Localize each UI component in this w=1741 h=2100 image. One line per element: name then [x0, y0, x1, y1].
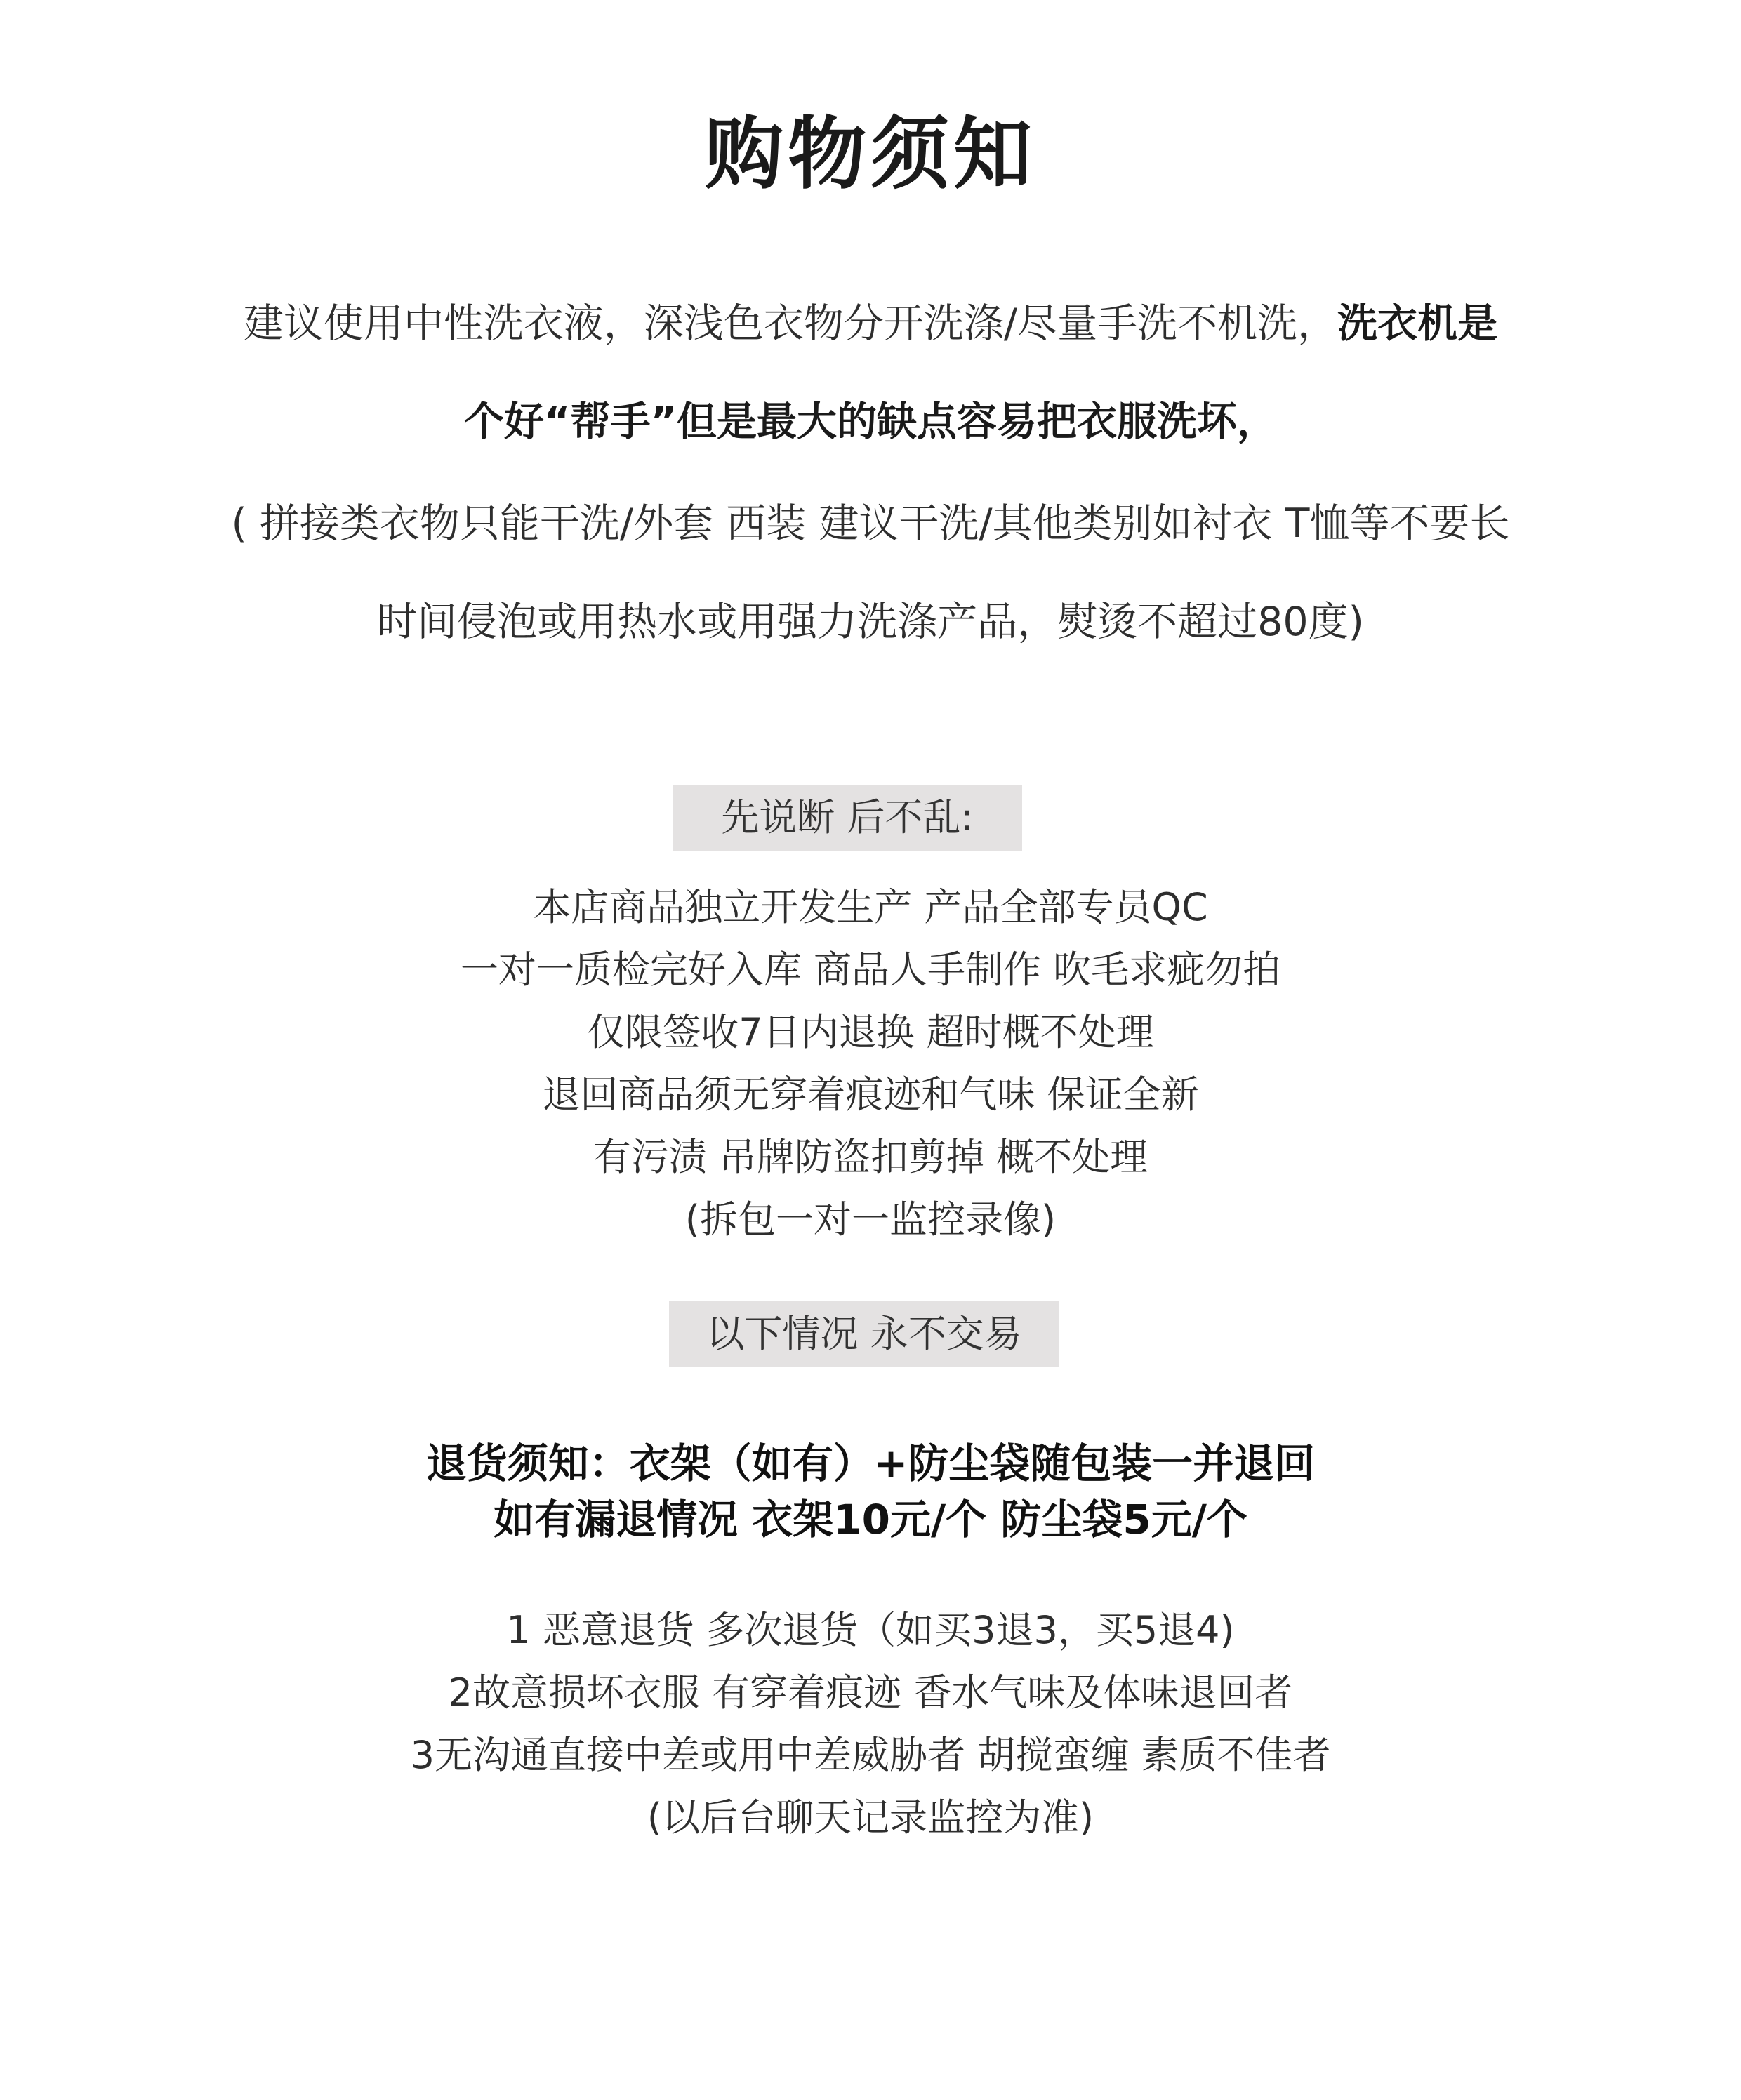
rule-item: 有污渍 吊牌防盗扣剪掉 概不处理	[593, 1135, 1148, 1179]
rule-item: (拆包一对一监控录像)	[684, 1197, 1057, 1242]
washing-advice-line-1	[0, 291, 1741, 349]
never-trade-item: 2故意损坏衣服 有穿着痕迹 香水气味及体味退回者	[448, 1670, 1293, 1715]
rule-item: 一对一质检完好入库 商品人手制作 吹毛求疵勿拍	[460, 948, 1281, 992]
washing-advice-emphasis: 个好“帮手”但是最大的缺点容易把衣服洗坏，	[464, 399, 1277, 445]
washing-advice-line-4: 时间侵泡或用热水或用强力洗涤产品，熨烫不超过80度)	[377, 599, 1364, 645]
section-tag-never-trade: 以下情况 永不交易	[669, 1301, 1059, 1367]
rule-item: 退回商品须无穿着痕迹和气味 保证全新	[542, 1072, 1199, 1117]
never-trade-item: (以后台聊天记录监控为准)	[647, 1795, 1094, 1840]
washing-advice-text: 建议使用中性洗衣液，深浅色衣物分开洗涤/尽量手洗不机洗，	[243, 300, 1338, 347]
rule-item: 仅限签收7日内退换 超时概不处理	[587, 1010, 1154, 1054]
never-trade-list	[0, 1599, 1741, 1849]
page-title: 购物须知	[705, 109, 1036, 200]
rule-item: 本店商品独立开发生产 产品全部专员QC	[533, 885, 1208, 929]
return-notice-line: 如有漏退情况 衣架10元/个 防尘袋5元/个	[494, 1496, 1247, 1543]
never-trade-item: 3无沟通直接中差或用中差威胁者 胡搅蛮缠 素质不佳者	[410, 1733, 1331, 1777]
never-trade-item: 1 恶意退货 多次退货（如买3退3，买5退4)	[506, 1608, 1235, 1652]
washing-advice-emphasis: 洗衣机是	[1337, 300, 1498, 347]
section-tag-rules: 先说断 后不乱:	[673, 785, 1022, 851]
washing-advice-line-3: ( 拼接类衣物只能干洗/外套 西装 建议干洗/其他类别如衬衣 T恤等不要长	[231, 500, 1510, 547]
return-notice-line: 退货须知：衣架（如有）+防尘袋随包装一并退回	[425, 1440, 1316, 1487]
return-notice	[0, 1435, 1741, 1548]
store-rules-list	[0, 876, 1741, 1251]
washing-advice-line-2	[0, 390, 1741, 447]
